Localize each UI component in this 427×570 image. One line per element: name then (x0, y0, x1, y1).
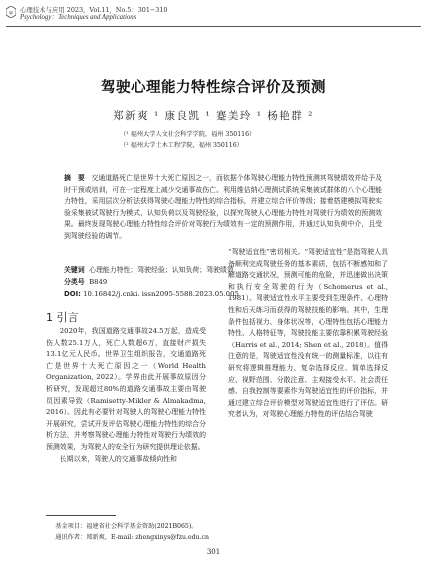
page-title: 驾驶心理能力特性综合评价及预测 (101, 80, 326, 96)
paragraph: 2020年，我国道路交通事故24.5万起，造成受伤人数25.1万人，死亡人数超6万，直接财产损失13.1亿元人民币。世界卫生组织报告，交通道路死亡是世界十大死亡原因之一（World Health Organization, 2022）。学界由此开展事故原因分析研究，发现超过80%的道路交通事故主要由驾驶员因素导致（Ramisetty-Mikler & Almakadma, 2016）。因此有必要针对驾驶人的驾驶心理能力特性开展研究，尝试开发评估驾驶心理能力特性的综合分析方法，并考察驾驶心理能力特性对驾驶行为绩效的预测效果，为驾驶人的安全行为研究提供理论依据。 (46, 327, 206, 451)
author-list: 郑新爽 ¹ 康良凯 ¹ 蹇美玲 ¹ 杨艳群 ² (113, 110, 314, 122)
left-column (46, 326, 206, 465)
affiliation-1: （¹ 福州大学人文社会科学学院，福州 350116） (120, 131, 256, 138)
doi-line (64, 289, 239, 301)
doi-label: DOI: (64, 290, 81, 298)
paragraph: “驾驶适宜性”密切相关。“驾驶适宜性”是指驾驶人具备顺利完成驾驶任务的基本素质，包括不断感知和了解道路交通状况，预测可能的危险，并迅速做出决策和执行安全驾驶的行为（Schomerus et al., 1981）。驾驶适宜性水平主要受到生理条件、心理特性和后天练习而获得的驾驶技能的影响。其中，生理条件包括视力、身体状况等，心理特性包括心理能力特性、人格特征等，驾驶技能主要依靠积累驾驶经验（Harris et al., 2014; Shen et al., 2018）。值得注意的是，驾驶适宜性没有统一的测量标准，以往有研究将逻辑推理能力、复杂选择反应、简单选择反应、视野范围、分散注意、主观接受水平、社会责任感、自我控制等要素作为驾驶适宜性的评价指标，并通过建立综合评价模型对驾驶适宜性进行了评估。研究者认为，对驾驶心理能力特性的评估结合驾驶 (228, 248, 388, 419)
abstract-label: 摘 要 (64, 174, 85, 182)
right-column (228, 247, 388, 421)
classification-line (64, 277, 107, 289)
footnote-funding: 基金项目：福建省社会科学基金资助(2021B065)。 (55, 523, 198, 530)
footnote-rule (46, 515, 116, 516)
svg-text:ψ: ψ (9, 10, 13, 16)
footnote-corresponding: 通讯作者：郑新爽，E-mail: zhengxinys@fzu.edu.cn (55, 534, 209, 541)
header-line1: 心理技术与应用 2023，Vol.11，No.5：301−310 (20, 6, 168, 14)
affiliation-2: （² 福州大学土木工程学院，福州 350116） (120, 142, 243, 149)
paragraph: 长期以来，驾驶人的交通事故倾向性和 (59, 454, 177, 463)
journal-logo-icon (6, 6, 16, 18)
header-line2: Psychology：Techniques and Applications (20, 14, 137, 22)
doi-text: 10.16842/j.cnki. issn2095-5588.2023.05.005 (83, 290, 239, 298)
keywords-label: 关键词 (64, 266, 85, 274)
classification-text: B849 (89, 278, 108, 286)
classification-label: 分类号 (64, 278, 85, 286)
section-heading: 1 引言 (46, 311, 79, 324)
keywords-line (64, 265, 234, 277)
journal-header (20, 6, 410, 23)
footnotes (46, 521, 296, 543)
page-number: 301 (206, 548, 221, 556)
keywords-text: 心理能力特性；驾驶经验；认知负荷；驾驶绩效 (89, 266, 234, 274)
header-rule (6, 26, 421, 27)
abstract-block (64, 173, 382, 243)
abstract-text: 交通道路死亡是世界十大死亡原因之一，而依据个体驾驶心理能力特性预测其驾驶绩效并给予及时干预或培训，可在一定程度上减少交通事故伤亡。利用维估纳心理测试系统采集被试群体的八个心理能力特性，采用层次分析法获得驾驶心理能力特性的综合指标，并建立综合评价等级；接着搭建模拟驾驶实验采集被试驾驶行为模式、认知负荷以及驾驶经验，以探究驾驶人心理能力特性对驾驶行为绩效的预测效果。最终发现驾驶心理能力特性综合评价对驾驶行为绩效有一定的预测作用，并通过认知负荷中介，且受到驾驶经验的调节。 (64, 174, 383, 240)
